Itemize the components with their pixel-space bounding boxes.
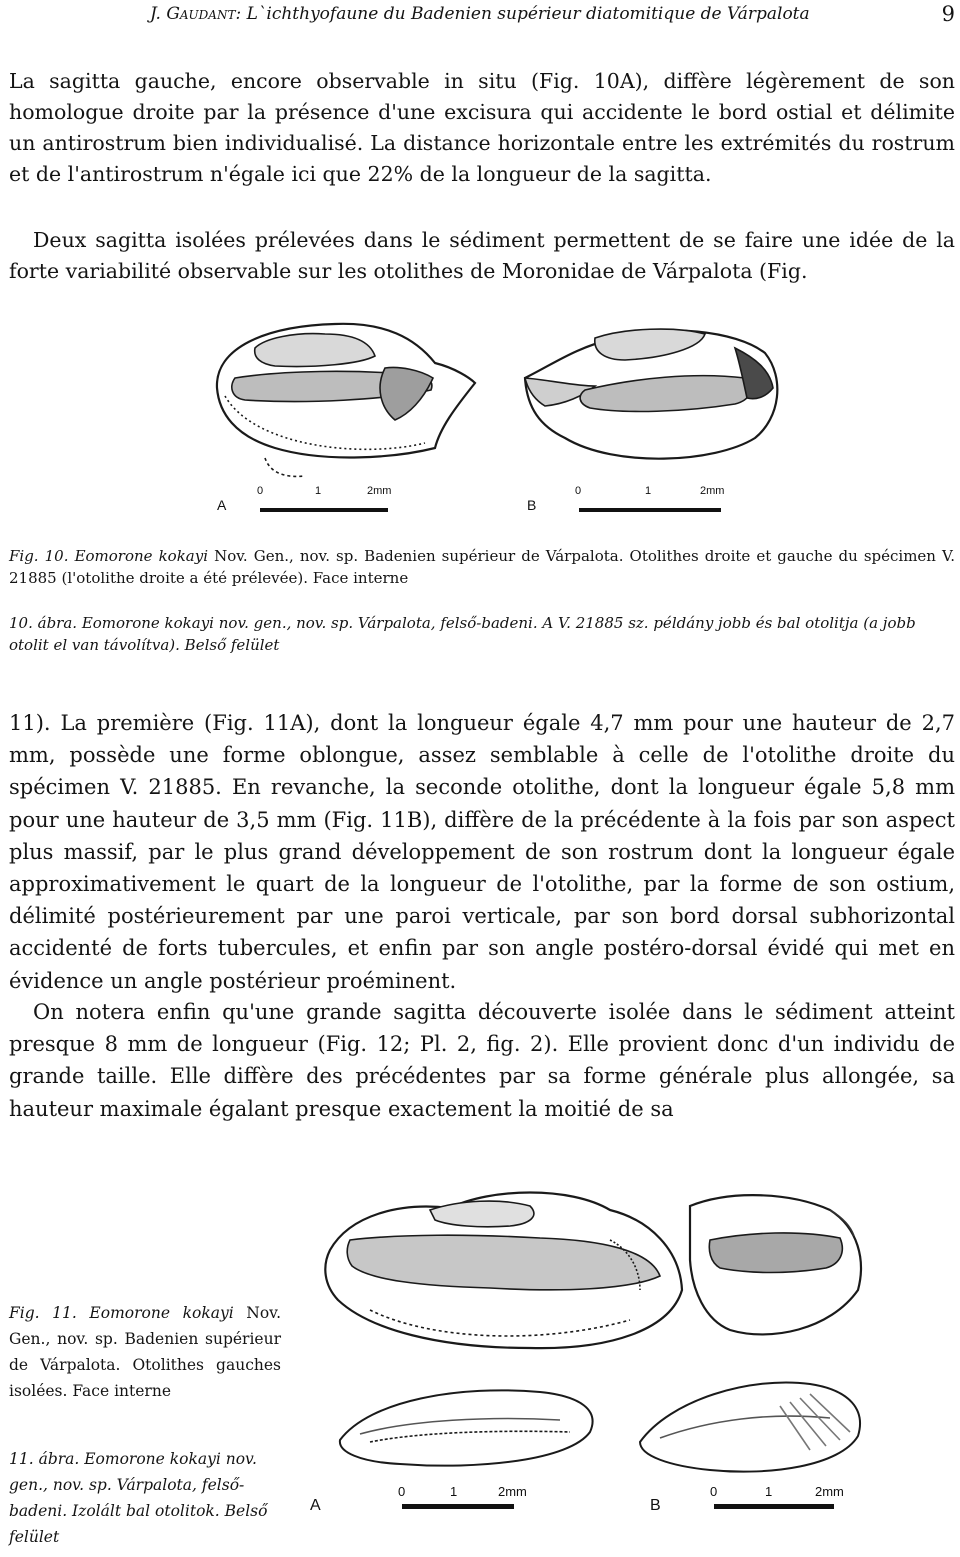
- fig10-scale-b-one: 1: [645, 485, 652, 497]
- paragraph-1: La sagitta gauche, encore observable in situ (Fig. 10A), diffère légèrement de son homologue droite par la présence d'une excisura qui accidente le bord ostial et délimite un antirostrum bien individualisé. La distance horizontale entre les extrémités du rostrum et de l'antirostrum n'égale ici que 22% de la longueur de la sagitta.: [9, 69, 955, 186]
- fig11-scale-a-one: 1: [450, 1484, 458, 1499]
- otolith-10b-drawing: [525, 329, 777, 459]
- fig10-scale-a-one: 1: [315, 485, 322, 497]
- fig10-scale-bar-a: [260, 508, 388, 512]
- figure-10-caption-label: Fig. 10.: [9, 547, 69, 565]
- running-title: [150, 4, 810, 24]
- figure-10-caption-hungarian: 10. ábra. Eomorone kokayi nov. gen., nov. sp. Várpalota, felső-badeni. A V. 21885 sz. példány jobb és bal otolitja (a jobb otolit el van távolítva). Belső felület: [9, 614, 916, 654]
- fig11-scale-a: [310, 1484, 527, 1514]
- fig10-scale-b-zero: 0: [575, 485, 582, 497]
- fig11-scale-b-two: 2mm: [815, 1484, 844, 1499]
- author-initial: J.: [150, 4, 161, 24]
- fig10-scale-b: [527, 485, 724, 513]
- figure-11-caption: [9, 1300, 281, 1404]
- fig11-scale-bar-a: [402, 1504, 514, 1509]
- fig11-label-a: A: [310, 1497, 321, 1514]
- fig10-label-a: A: [217, 497, 227, 513]
- fig10-scale-a-two: 2mm: [367, 485, 392, 497]
- fig11-label-b: B: [650, 1497, 661, 1514]
- fig11-scale-b-zero: 0: [710, 1484, 718, 1499]
- fig11-scale-a-zero: 0: [398, 1484, 406, 1499]
- figure-11: [310, 1180, 870, 1520]
- running-title-text: : L`ichthyofaune du Badenien supérieur diatomitique de Várpalota: [235, 4, 810, 24]
- fig11-scale-b: [650, 1484, 844, 1514]
- paragraph-2-text: Deux sagitta isolées prélevées dans le sédiment permettent de se faire une idée de la forte variabilité observable sur les otolithes de Moronidae de Várpalota (Fig.: [9, 228, 955, 283]
- paragraph-4: [9, 996, 955, 1125]
- figure-11-caption-taxon: Eomorone kokayi: [89, 1304, 234, 1322]
- fig10-scale-a: [217, 485, 391, 513]
- fig10-scale-a-zero: 0: [257, 485, 264, 497]
- paragraph-4-text: On notera enfin qu'une grande sagitta découverte isolée dans le sédiment atteint presque 8 mm de longueur (Fig. 12; Pl. 2, fig. 2). Elle provient donc d'un individu de grande taille. Elle diffère des précédentes par sa forme générale plus allongée, sa hauteur maximale égalant presque exactement la moitié de sa: [9, 1000, 955, 1121]
- figure-10-caption-text: Nov. Gen., nov. sp. Badenien supérieur de Várpalota. Otolithes droite et gauche du spécimen V. 21885 (l'otolithe droite a été prélevée). Face interne: [9, 547, 955, 587]
- figure-10-caption: [9, 545, 955, 589]
- running-header: [150, 4, 955, 28]
- otolith-11-top-drawing: [325, 1193, 861, 1349]
- paragraph-3: 11). La première (Fig. 11A), dont la longueur égale 4,7 mm pour une hauteur de 2,7 mm, possède une forme oblongue, assez semblable à celle de l'otolithe droite du spécimen V. 21885. En revanche, la seconde otolithe, dont la longueur égale 5,8 mm pour une hauteur de 3,5 mm (Fig. 11B), diffère de la précédente à la fois par son aspect plus massif, par le plus grand développement de son rostrum dont la longueur égale approximativement le quart de la longueur de l'otolithe, par la forme de son ostium, délimité postérieurement par une paroi verticale, par son bord dorsal subhorizontal accidenté de forts tubercules, et enfin par son angle postéro-dorsal évidé qui met en évidence un angle postérieur proéminent.: [9, 711, 955, 993]
- fig10-label-b: B: [527, 497, 537, 513]
- figure-11-caption-hungarian: 11. ábra. Eomorone kokayi nov. gen., nov. sp. Várpalota, felső-badeni. Izolált bal otolitok. Belső felület: [9, 1450, 268, 1546]
- otolith-11-bottom-drawing: [340, 1382, 860, 1471]
- fig10-scale-b-two: 2mm: [700, 485, 725, 497]
- figure-10: [195, 308, 785, 533]
- figure-11-caption-label: Fig. 11.: [9, 1304, 77, 1322]
- fig11-scale-b-one: 1: [765, 1484, 773, 1499]
- figure-11-caption-text: Nov. Gen., nov. sp. Badenien supérieur de Várpalota. Otolithes gauches isolées. Face interne: [9, 1304, 282, 1400]
- fig10-scale-bar-b: [579, 508, 721, 512]
- author-name: Gaudant: [166, 4, 236, 24]
- paragraph-2: [9, 225, 955, 287]
- fig11-scale-a-two: 2mm: [498, 1484, 527, 1499]
- fig11-scale-bar-b: [714, 1504, 834, 1509]
- otolith-10a-drawing: [217, 324, 475, 477]
- page-number: 9: [941, 2, 955, 26]
- figure-10-caption-taxon: Eomorone kokayi: [74, 547, 209, 565]
